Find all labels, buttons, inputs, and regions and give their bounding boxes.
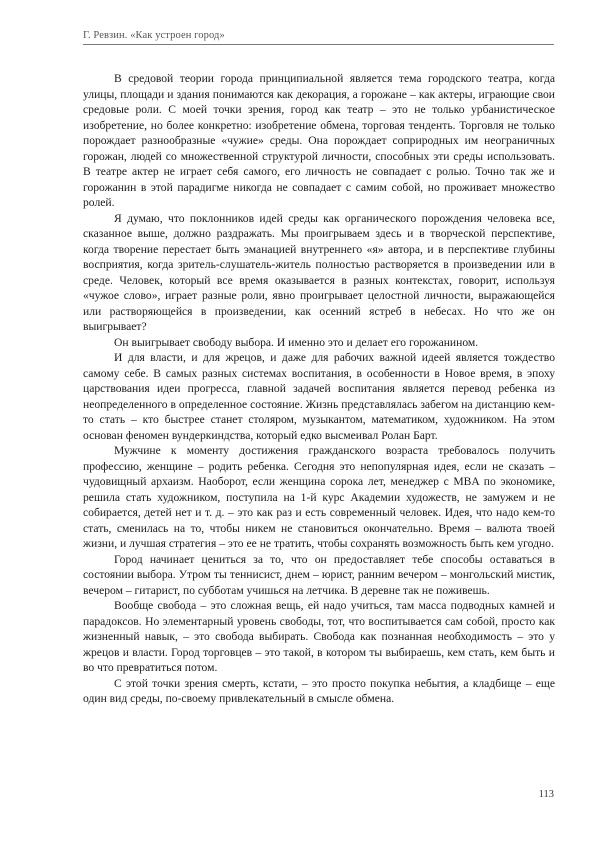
paragraph: Город начинает цениться за то, что он предоставляет тебе способы оставаться в состоянии выбора. Утром ты теннисист, днем – юрист, ранним вечером – монгольский мистик, вечером – гитарист, по субботам учишься на летчика. В деревне так не поживешь. bbox=[83, 552, 555, 597]
header-rule bbox=[83, 44, 554, 45]
page-number: 113 bbox=[538, 789, 554, 800]
paragraph: Он выигрывает свободу выбора. И именно это и делает его горожанином. bbox=[114, 335, 479, 349]
body-text bbox=[83, 71, 555, 707]
running-head: Г. Ревзин. «Как устроен город» bbox=[83, 30, 225, 41]
paragraph: Вообще свобода – это сложная вещь, ей надо учиться, там масса подводных камней и парадоксов. Но элементарный уровень свободы, тот, что воспитывается сам собой, просто как жизненный навык, – это свобода выбирать. Свобода как познанная необходимость – это у жрецов и власти. Город торговцев – это такой, в котором ты выбираешь, кем стать, кем быть и во что превратиться потом. bbox=[83, 599, 555, 674]
paragraph: И для власти, и для жрецов, и даже для рабочих важной идеей является тождество самому себе. В самых разных системах воспитания, в особенности в Новое время, в эпоху царствования идеи прогресса, главной задачей воспитания является перевод ребенка из неопределенного в определенное состояние. Жизнь представлялась забегом на дистанцию кем-то стать – кто быстрее станет столяром, музыкантом, математиком, художником. На этом основан феномен вундеркиндства, который едко высмеивал Ролан Барт. bbox=[83, 351, 555, 442]
paragraph: С этой точки зрения смерть, кстати, – это просто покупка небытия, а кладбище – еще один вид среды, по-своему привлекательный в смысле обмена. bbox=[83, 676, 555, 705]
paragraph: Я думаю, что поклонников идей среды как органического порождения человека все, сказанное выше, должно раздражать. Мы проигрываем здесь и в творческой перспективе, когда творение перестает быть эманацией внутреннего «я» автора, и в перспективе глубины восприятия, когда зритель-слушатель-житель полностью растворяется в произведении или в среде. Человек, который все время оказывается в разных контекстах, говорит, используя «чужое слово», играет разные роли, явно проигрывает целостной личности, выражающейся или растворяющейся в произведении, как осенний ястреб в небесах. Но что же он выигрывает? bbox=[83, 211, 555, 333]
paragraph: В средовой теории города принципиальной является тема городского театра, когда улицы, площади и здания понимаются как декорация, а горожане – как актеры, играющие свои средовые роли. С моей точки зрения, город как театр – это не только урбанистическое изобретение, но более конкретно: изобретение обмена, торговая тенденть. Торговля не только порождает разнообразные «чужие» среды. Она порождает соприродных им неограничных горожан, людей со множественной структурой личности, способных эти среды использовать. В театре актер не играет себя самого, его личность не совпадает с ролью. Точно так же и горожанин в этой парадигме никогда не совпадает с самим собой, но проживает множество ролей. bbox=[83, 72, 555, 209]
paragraph: Мужчине к моменту достижения гражданского возраста требовалось получить профессию, женщине – родить ребенка. Сегодня это непопулярная идея, если не сказать – чудовищный архаизм. Наоборот, если женщина сорока лет, менеджер с MBA по экономике, решила стать художником, поступила на 1-й курс Академии художеств, не замужем и не собирается, детей нет и т. д. – это как раз и есть современный человек. Идея, что надо кем-то стать, сменилась на то, чтобы никем не становиться окончательно. Время – валюта твоей жизни, и лучшая стратегия – это ее не тратить, чтобы сохранять возможность быть кем угодно. bbox=[83, 444, 555, 550]
